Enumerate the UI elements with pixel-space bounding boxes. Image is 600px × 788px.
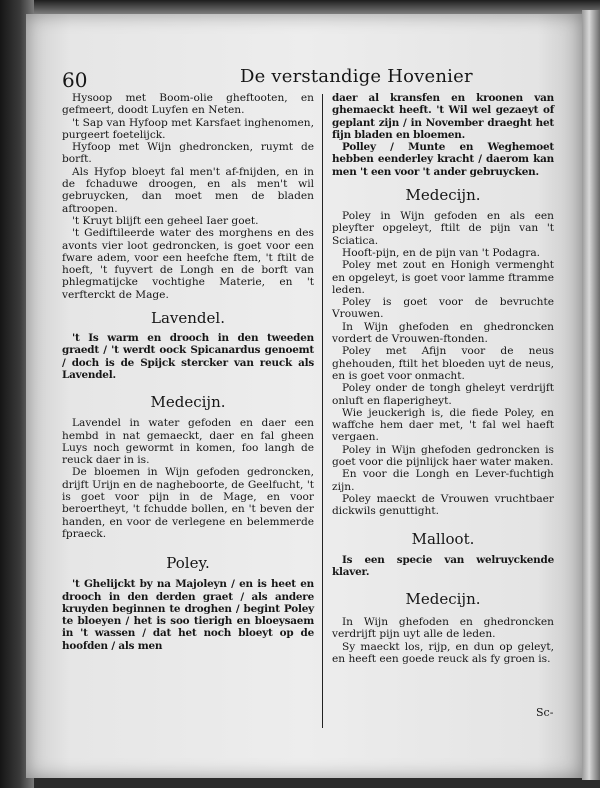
paragraph: Wie jeuckerigh is, die fiede Poley, en waffche hem daer met, 't fal wel haeft vergaen. xyxy=(332,406,554,444)
running-title: De verstandige Hovenier xyxy=(240,66,473,87)
paragraph: In Wijn ghefoden en ghedroncken verdrijft pijn uyt alle de leden. xyxy=(332,616,554,641)
page-stack-edge xyxy=(582,10,600,780)
page-number: 60 xyxy=(62,68,88,92)
paragraph: 't Sap van Hyfoop met Karsfaet inghenomen, purgeert foetelijck. xyxy=(62,116,314,141)
paragraph: Als Hyfop bloeyt fal men't af-fnijden, en in de fchaduwe droogen, en als men't wil gebruycken, dan moet men de bladen aftroopen. xyxy=(62,165,314,215)
paragraph: Poley met zout en Honigh vermenght en opgeleyt, is goet voor lamme ftramme leden. xyxy=(332,259,554,296)
paragraph: De bloemen in Wijn gefoden gedroncken, drijft Urijn en de nagheboorte, de Geelfucht, 't is goet voor pijn in de Mage, en voor beroertheyt, 't fchudde bollen, en 't beven der handen, en voor de verlegene en belemmerde fpraeck. xyxy=(62,466,314,540)
paragraph: In Wijn ghefoden en ghedroncken vordert de Vrouwen-ftonden. xyxy=(332,320,554,346)
blackletter-paragraph: Is een specie van welruyckende klaver. xyxy=(332,553,554,578)
paragraph: Hysoop met Boom-olie gheftooten, en gefmeert, doodt Luyfen en Neten. xyxy=(62,92,314,117)
right-column xyxy=(332,92,554,665)
blackletter-paragraph: daer al kransfen en kroonen van ghemaeckt heeft. 't Wil wel gezaeyt of geplant zijn / in November draeght het fijn bladen en bloemen. xyxy=(332,92,554,141)
paragraph: Poley maeckt de Vrouwen vruchtbaer dickwils genuttight. xyxy=(332,492,554,518)
blackletter-paragraph: 't Is warm en drooch in den tweeden graedt / 't werdt oock Spicanardus genoemt / doch is de Spijck stercker van reuck als Lavendel. xyxy=(62,332,314,381)
paragraph: Poley is goet voor de bevruchte Vrouwen. xyxy=(332,296,554,321)
paragraph: 't Gediftileerde water des morghens en des avonts vier loot gedroncken, is goet voor een fware adem, voor een heefche ftem, 't ftilt de hoeft, 't fuyvert de Longh en de borft van phlegmatijcke vochtighe Materie, en 't verfterckt de Mage. xyxy=(62,227,314,301)
section-heading-poley: Poley. xyxy=(166,554,210,573)
paragraph: Poley in Wijn ghefoden gedroncken is goet voor die pijnlijck haer water maken. xyxy=(332,443,554,469)
paragraph: Poley onder de tongh gheleyt verdrijft onluft en flaperigheyt. xyxy=(332,382,554,407)
paragraph: Hooft-pijn, en de pijn van 't Podagra. xyxy=(342,246,541,259)
blackletter-paragraph: 't Ghelijckt by na Majoleyn / en is heet en drooch in den derden graet / als andere kruyden beginnen te droghen / begint Poley te bloeyen / het is soo tierigh en bloeysaem in 't wassen / dat het noch bloeyt op de hoofden / als men xyxy=(62,578,314,652)
section-heading-lavendel: Lavendel. xyxy=(151,309,225,328)
catchword: Sc- xyxy=(536,706,554,719)
section-heading-medecijn-2: Medecijn. xyxy=(405,590,481,609)
left-column xyxy=(62,92,314,652)
section-heading-medecijn: Medecijn. xyxy=(405,186,481,205)
paragraph: Sy maeckt los, rijp, en dun op geleyt, en heeft een goede reuck als fy groen is. xyxy=(332,640,554,665)
paragraph: 't Kruyt blijft een geheel Iaer goet. xyxy=(72,214,259,227)
column-rule xyxy=(322,94,323,728)
paragraph: En voor die Longh en Lever-fuchtigh zijn. xyxy=(332,468,554,493)
paragraph: Poley met Afijn voor de neus ghehouden, ftilt het bloeden uyt de neus, en is goet voor onmacht. xyxy=(332,345,554,382)
blackletter-paragraph: Polley / Munte en Weghemoet hebben eenderley kracht / daerom kan men 't een voor 't ander gebruycken. xyxy=(332,141,554,178)
paragraph: Poley in Wijn gefoden en als een pleyfter opgeleyt, ftilt de pijn van 't Sciatica. xyxy=(332,210,554,247)
section-heading-malloot: Malloot. xyxy=(411,529,475,548)
section-heading-medecijn: Medecijn. xyxy=(150,393,226,412)
paragraph: Hyfoop met Wijn ghedroncken, ruymt de borft. xyxy=(62,141,314,166)
paragraph: Lavendel in water gefoden en daer een hembd in nat gemaeckt, daer en fal gheen Luys noch gewormt in komen, foo langh de reuck daer in is. xyxy=(62,417,314,467)
